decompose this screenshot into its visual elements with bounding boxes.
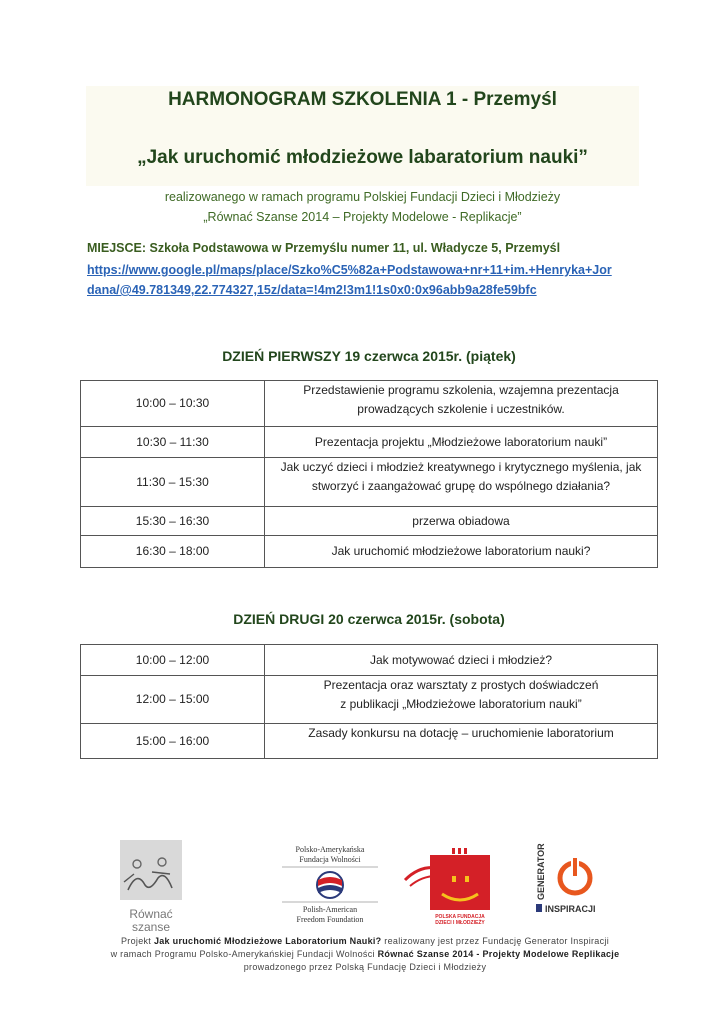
time-cell: 15:30 – 16:30 [81, 507, 265, 536]
activity-cell [265, 507, 658, 536]
pfdm-line-2: DZIECI I MŁODZIEŻY [435, 920, 485, 926]
rownac-logo-line-1: Równać [129, 907, 173, 921]
rownac-szanse-logo [120, 840, 182, 934]
intro-line-2: „Równać Szanse 2014 – Projekty Modelowe - Replikacje” [203, 210, 522, 224]
activity-line: z publikacji „Młodzieżowe laboratorium nauki” [340, 697, 582, 711]
activity-line: Jak uczyć dzieci i młodzież kreatywnego i krytycznego myślenia, jak [280, 460, 642, 474]
footer-line-2 [60, 949, 670, 959]
footer-text: realizowany jest przez Fundację Generator Inspiracji [384, 936, 609, 946]
day-one-heading: DZIEŃ PIERWSZY 19 czerwca 2015r. (piątek) [222, 348, 516, 364]
location-text: MIEJSCE: Szkoła Podstawowa w Przemyślu numer 11, ul. Władycze 5, Przemyśl [87, 241, 561, 255]
table-row [81, 381, 658, 427]
map-link-line-1[interactable]: https://www.google.pl/maps/place/Szko%C5%82a+Podstawowa+nr+11+im.+Henryka+Jor [87, 263, 612, 277]
time-cell: 10:00 – 10:30 [81, 381, 265, 427]
activity-cell [265, 676, 658, 724]
pafw-line-4: Freedom Foundation [296, 915, 364, 924]
activity-cell [265, 536, 658, 568]
table-row [81, 645, 658, 676]
day-one-schedule-table [80, 380, 658, 568]
day-two-heading: DZIEŃ DRUGI 20 czerwca 2015r. (sobota) [233, 611, 505, 627]
table-row [81, 676, 658, 724]
table-row [81, 427, 658, 458]
generator-line-1: GENERATOR [536, 843, 546, 900]
pfdm-line-1: POLSKA FUNDACJA [435, 914, 485, 920]
activity-line: Jak motywować dzieci i młodzież? [369, 652, 553, 667]
activity-line: stworzyć i zaangażować grupę do wspólnego działania? [311, 479, 611, 493]
activity-line: przerwa obiadowa [412, 513, 510, 528]
time-cell: 15:00 – 16:00 [81, 724, 265, 759]
activity-cell [265, 724, 658, 759]
activity-line: Jak uruchomić młodzieżowe laboratorium nauki? [331, 544, 591, 558]
sponsor-logos [0, 830, 724, 940]
intro-line-1: realizowanego w ramach programu Polskiej Fundacji Dzieci i Młodzieży [164, 190, 561, 204]
footer-text: w ramach Programu Polsko-Amerykańskiej Fundacji Wolności [110, 949, 375, 959]
generator-inspiracji-logo [536, 843, 596, 914]
table-row [81, 458, 658, 507]
time-cell: 10:30 – 11:30 [81, 427, 265, 458]
generator-line-2: INSPIRACJI [545, 904, 596, 914]
table-row [81, 507, 658, 536]
time-cell: 10:00 – 12:00 [81, 645, 265, 676]
activity-line: Prezentacja oraz warsztaty z prostych doświadczeń [323, 678, 599, 692]
time-cell: 16:30 – 18:00 [81, 536, 265, 568]
footer-line-1 [60, 936, 670, 946]
pafw-line-2: Fundacja Wolności [299, 855, 361, 864]
activity-cell [265, 645, 658, 676]
footer-text: Projekt [121, 936, 152, 946]
pafw-line-1: Polsko-Amerykańska [295, 845, 365, 854]
footer-program-name: Równać Szanse 2014 - Projekty Modelowe Replikacje [377, 949, 620, 959]
footer-line-3: prowadzonego przez Polską Fundację Dzieci i Młodzieży [243, 962, 487, 972]
time-cell: 12:00 – 15:00 [81, 676, 265, 724]
activity-line: Prezentacja projektu „Młodzieżowe laboratorium nauki” [314, 434, 608, 449]
activity-line: prowadzących szkolenie i uczestników. [357, 402, 565, 416]
table-row [81, 724, 658, 759]
activity-cell [265, 427, 658, 458]
activity-line: Zasady konkursu na dotację – uruchomienie laboratorium [308, 726, 614, 740]
activity-line: Przedstawienie programu szkolenia, wzajemna prezentacja [303, 383, 619, 397]
day-two-schedule-table [80, 644, 658, 759]
pafw-line-3: Polish-American [302, 905, 358, 914]
pafw-logo [282, 845, 378, 924]
activity-cell [265, 458, 658, 507]
page-title: HARMONOGRAM SZKOLENIA 1 - Przemyśl [168, 89, 557, 110]
footer-project-name: Jak uruchomić Młodzieżowe Laboratorium Nauki? [153, 936, 382, 946]
activity-cell [265, 381, 658, 427]
pfdm-logo [405, 848, 490, 926]
map-link-line-2[interactable]: dana/@49.781349,22.774327,15z/data=!4m2!3m1!1s0x0:0x96abb9a28fe59bfc [87, 283, 537, 297]
time-cell: 11:30 – 15:30 [81, 458, 265, 507]
rownac-logo-line-2: szanse [131, 920, 171, 934]
page-subtitle: „Jak uruchomić młodzieżowe labaratorium nauki” [137, 147, 588, 168]
table-row [81, 536, 658, 568]
